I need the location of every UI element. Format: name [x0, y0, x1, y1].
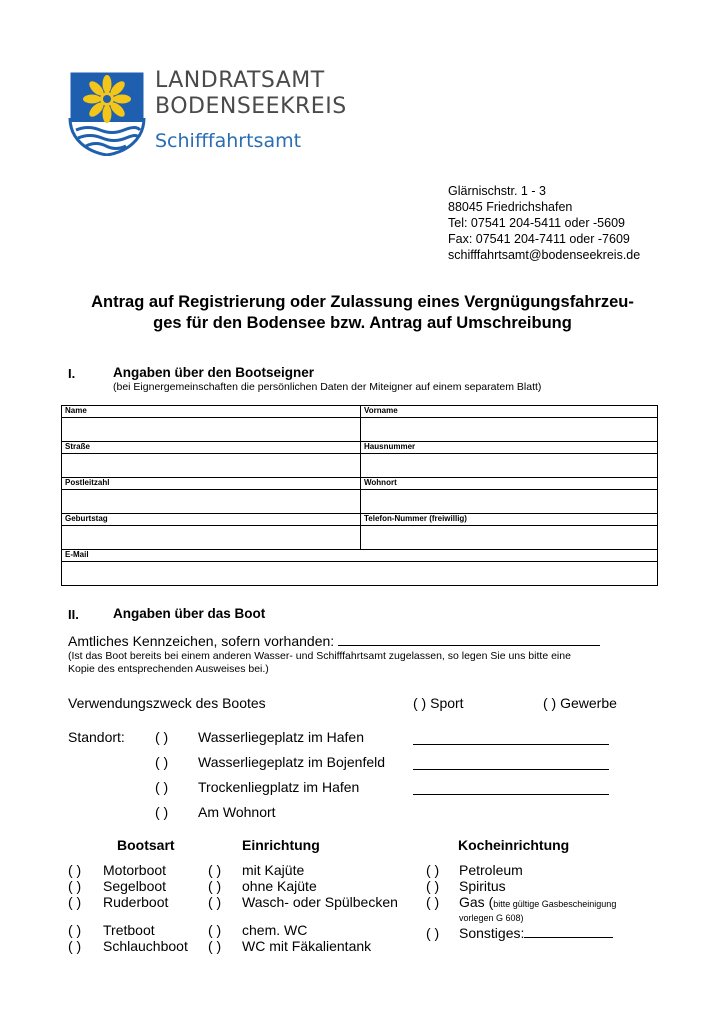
address-email[interactable]: schifffahrtsamt@bodenseekreis.de — [448, 248, 641, 262]
standort-option-2: Wasserliegeplatz im Bojenfeld — [198, 754, 386, 770]
einrichtung-mit-kajuete[interactable]: ( ) mit Kajüte — [208, 862, 305, 878]
koch-gas[interactable]: ( ) Gas (bitte gültige Gasbescheinigung — [426, 894, 617, 910]
standort-option-4: Am Wohnort — [198, 804, 276, 820]
plz-field[interactable] — [62, 490, 361, 514]
section1-note: (bei Eignergemeinschaften die persönlichen Daten der Miteigner auf einem separatem Blatt) — [113, 381, 542, 393]
bootsart-heading: Bootsart — [117, 837, 175, 853]
einrichtung-heading: Einrichtung — [242, 837, 320, 853]
strasse-field[interactable] — [62, 454, 361, 478]
section1-number: I. — [68, 366, 76, 381]
kennzeichen-field[interactable] — [338, 631, 600, 646]
org-name-line1: LANDRATSAMT — [155, 68, 325, 93]
gas-note-2: vorlegen G 608) — [459, 913, 524, 923]
address-fax: Fax: 07541 204-7411 oder -7609 — [448, 232, 630, 246]
standort-option-1: Wasserliegeplatz im Hafen — [198, 729, 364, 745]
verwendung-gewerbe-checkbox[interactable]: ( ) Gewerbe — [543, 695, 617, 711]
vorname-label: Vorname — [361, 406, 658, 418]
bootsart-motorboot[interactable]: ( ) Motorboot — [68, 862, 167, 878]
einrichtung-ohne-kajuete[interactable]: ( ) ohne Kajüte — [208, 878, 317, 894]
bootsart-ruderboot[interactable]: ( ) Ruderboot — [68, 894, 169, 910]
standort-checkbox-2[interactable]: ( ) — [155, 754, 169, 770]
section1-heading: Angaben über den Bootseigner — [113, 365, 315, 380]
sonstiges-field[interactable] — [524, 924, 613, 938]
vorname-field[interactable] — [361, 418, 658, 442]
kennzeichen-label: Amtliches Kennzeichen, sofern vorhanden: — [68, 633, 335, 649]
standort-checkbox-3[interactable]: ( ) — [155, 779, 169, 795]
name-field[interactable] — [62, 418, 361, 442]
name-label: Name — [62, 406, 361, 418]
address-city: 88045 Friedrichshafen — [448, 200, 573, 214]
koch-spiritus[interactable]: ( ) Spiritus — [426, 878, 506, 894]
logo — [68, 70, 146, 156]
standort-option-3: Trockenliegplatz im Hafen — [198, 779, 360, 795]
verwendung-sport-checkbox[interactable]: ( ) Sport — [413, 695, 464, 711]
standort-label: Standort: — [68, 729, 125, 745]
department-name: Schifffahrtsamt — [155, 130, 302, 152]
org-name-line2: BODENSEEKREIS — [155, 94, 347, 119]
strasse-label: Straße — [62, 442, 361, 454]
wohnort-label: Wohnort — [361, 478, 658, 490]
section2-number: II. — [68, 607, 79, 622]
koch-petroleum[interactable]: ( ) Petroleum — [426, 862, 523, 878]
gas-note-1: bitte gültige Gasbescheinigung — [493, 899, 617, 909]
coat-of-arms-icon — [68, 70, 146, 156]
owner-table — [61, 405, 658, 586]
einrichtung-wc-faekalientank[interactable]: ( ) WC mit Fäkalientank — [208, 938, 372, 954]
geburtstag-field[interactable] — [62, 526, 361, 550]
hausnummer-field[interactable] — [361, 454, 658, 478]
standort-checkbox-1[interactable]: ( ) — [155, 729, 169, 745]
standort-line-1[interactable] — [413, 730, 609, 745]
kennzeichen-note-1: (Ist das Boot bereits bei einem anderen Wasser- und Schifffahrtsamt zugelassen, so legen Sie uns bitte eine — [68, 650, 571, 662]
bootsart-segelboot[interactable]: ( ) Segelboot — [68, 878, 167, 894]
einrichtung-list — [208, 862, 398, 954]
telefon-label: Telefon-Nummer (freiwillig) — [361, 514, 658, 526]
address-street: Glärnischstr. 1 - 3 — [448, 184, 546, 198]
einrichtung-chem-wc[interactable]: ( ) chem. WC — [208, 922, 308, 938]
address-tel: Tel: 07541 204-5411 oder -5609 — [448, 216, 625, 230]
standort-line-2[interactable] — [413, 755, 609, 770]
hausnummer-label: Hausnummer — [361, 442, 658, 454]
wohnort-field[interactable] — [361, 490, 658, 514]
koch-list — [426, 862, 616, 941]
address-block — [448, 183, 640, 263]
bootsart-list — [68, 862, 188, 954]
koch-heading: Kocheinrichtung — [458, 837, 570, 853]
koch-sonstiges[interactable]: ( ) Sonstiges: — [426, 924, 616, 941]
geburtstag-label: Geburtstag — [62, 514, 361, 526]
email-label: E-Mail — [62, 550, 658, 562]
bootsart-tretboot[interactable]: ( ) Tretboot — [68, 922, 155, 938]
plz-label: Postleitzahl — [62, 478, 361, 490]
standort-line-3[interactable] — [413, 780, 609, 795]
verwendung-label: Verwendungszweck des Bootes — [68, 695, 266, 711]
einrichtung-waschbecken[interactable]: ( ) Wasch- oder Spülbecken — [208, 894, 398, 910]
document-title: Antrag auf Registrierung oder Zulassung eines Vergnügungsfahrzeu- ges für den Bodensee bzw. Antrag auf Umschreibung — [91, 293, 634, 332]
email-field[interactable] — [62, 562, 658, 586]
telefon-field[interactable] — [361, 526, 658, 550]
section2-heading: Angaben über das Boot — [113, 606, 266, 621]
standort-checkbox-4[interactable]: ( ) — [155, 804, 169, 820]
kennzeichen-note-2: Kopie des entsprechenden Ausweises bei.) — [68, 663, 269, 675]
bootsart-schlauchboot[interactable]: ( ) Schlauchboot — [68, 938, 188, 954]
